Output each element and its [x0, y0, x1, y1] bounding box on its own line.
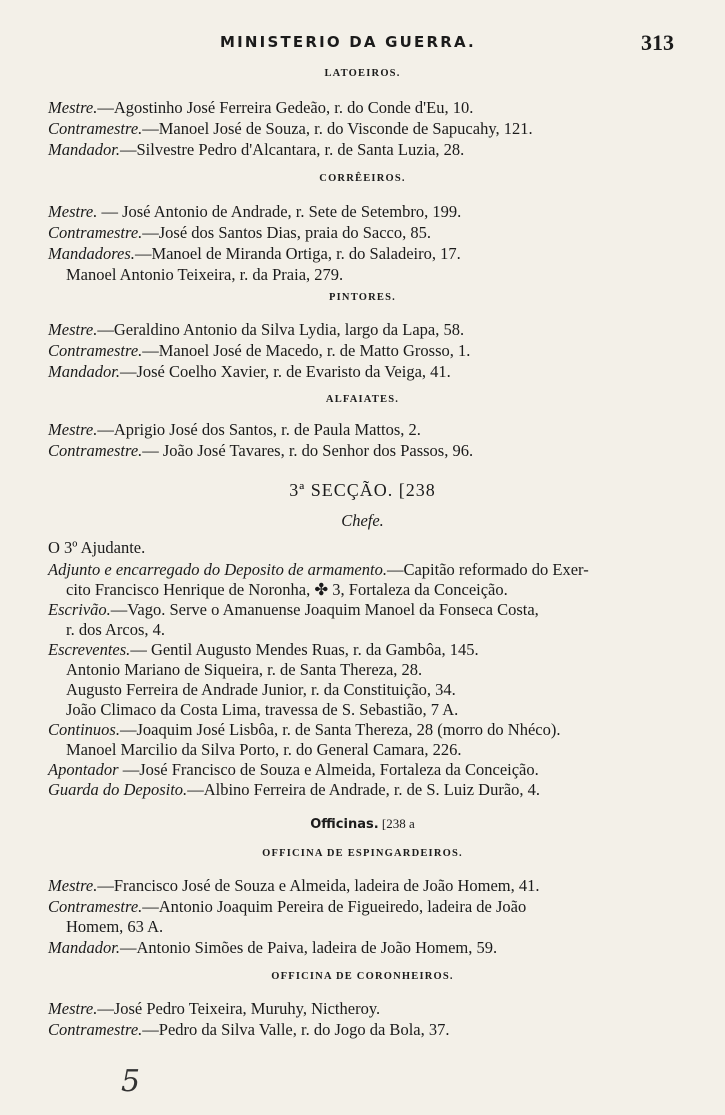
- entry-latoeiros-mandador: Mandador.—Silvestre Pedro d'Alcantara, r. de Santa Luzia, 28.: [48, 140, 465, 159]
- entry-adjunto-continuation: cito Francisco Henrique de Noronha, ✤ 3, Fortaleza da Conceição.: [66, 580, 508, 599]
- entry-escrevente: Antonio Mariano de Siqueira, r. de Santa Thereza, 28.: [66, 660, 423, 679]
- page-header: [0, 30, 725, 57]
- entry-espingardeiros-contramestre: Contramestre.—Antonio Joaquim Pereira de Figueiredo, ladeira de João: [48, 897, 527, 916]
- entry-coronheiros-contramestre: Contramestre.—Pedro da Silva Valle, r. do Jogo da Bola, 37.: [48, 1020, 450, 1039]
- entry-pintores-mandador: Mandador.—José Coelho Xavier, r. de Evaristo da Veiga, 41.: [48, 362, 451, 381]
- page-number: 313: [641, 30, 674, 55]
- entry-correeiros-mestre: Mestre. — José Antonio de Andrade, r. Sete de Setembro, 199.: [48, 202, 462, 221]
- entry-pintores-mestre: Mestre.—Geraldino Antonio da Silva Lydia, largo da Lapa, 58.: [48, 320, 465, 339]
- heading-latoeiros: LATOEIROS.: [324, 68, 401, 79]
- heading-espingardeiros: OFFICINA DE ESPINGARDEIROS.: [262, 848, 463, 859]
- section-heading: 3ª SECÇÃO. [238: [289, 480, 436, 500]
- entry-escrivao-continuation: r. dos Arcos, 4.: [66, 620, 165, 639]
- entry-continuo: Manoel Marcilio da Silva Porto, r. do General Camara, 226.: [66, 740, 462, 759]
- entry-correeiros-mandadores: Mandadores.—Manoel de Miranda Ortiga, r. do Saladeiro, 17.: [48, 244, 461, 263]
- handwritten-mark: 5: [121, 1064, 141, 1099]
- subheading-chefe: Chefe.: [341, 511, 384, 530]
- entry-pintores-contramestre: Contramestre.—Manoel José de Macedo, r. de Matto Grosso, 1.: [48, 341, 471, 360]
- entry-latoeiros-contramestre: Contramestre.—Manoel José de Souza, r. do Visconde de Sapucahy, 121.: [48, 119, 533, 138]
- running-title: MINISTERIO DA GUERRA.: [220, 33, 476, 51]
- entry-escrevente: João Climaco da Costa Lima, travessa de S. Sebastião, 7 A.: [66, 700, 459, 719]
- heading-pintores: PINTORES.: [329, 292, 396, 303]
- entry-guarda-deposito: Guarda do Deposito.—Albino Ferreira de Andrade, r. de S. Luiz Durão, 4.: [48, 780, 541, 799]
- entry-espingardeiros-contramestre-continuation: Homem, 63 A.: [66, 917, 164, 936]
- entry-adjunto: Adjunto e encarregado do Deposito de armamento.—Capitão reformado do Exer-: [48, 560, 589, 579]
- entry-continuos: Continuos.—Joaquim José Lisbôa, r. de Santa Thereza, 28 (morro do Nhéco).: [48, 720, 561, 739]
- entry-escrevente: Augusto Ferreira de Andrade Junior, r. da Constituição, 34.: [66, 680, 456, 699]
- entry-coronheiros-mestre: Mestre.—José Pedro Teixeira, Muruhy, Nictheroy.: [48, 999, 381, 1018]
- entry-alfaiates-contramestre: Contramestre.— João José Tavares, r. do Senhor dos Passos, 96.: [48, 441, 474, 460]
- entry-correeiros-continuation: Manoel Antonio Teixeira, r. da Praia, 279.: [66, 265, 344, 284]
- entry-ajudante: O 3º Ajudante.: [48, 538, 146, 557]
- entry-escreventes: Escreventes.— Gentil Augusto Mendes Ruas, r. da Gambôa, 145.: [48, 640, 479, 659]
- entry-correeiros-contramestre: Contramestre.—José dos Santos Dias, praia do Sacco, 85.: [48, 223, 431, 242]
- heading-correeiros: CORRÊEIROS.: [319, 173, 406, 184]
- heading-alfaiates: ALFAIATES.: [325, 394, 400, 405]
- entry-espingardeiros-mestre: Mestre.—Francisco José de Souza e Almeida, ladeira de João Homem, 41.: [48, 876, 540, 895]
- entry-apontador: Apontador —José Francisco de Souza e Almeida, Fortaleza da Conceição.: [48, 760, 539, 779]
- entry-alfaiates-mestre: Mestre.—Aprigio José dos Santos, r. de Paula Mattos, 2.: [48, 420, 421, 439]
- entry-latoeiros-mestre: Mestre.—Agostinho José Ferreira Gedeão, r. do Conde d'Eu, 10.: [48, 98, 474, 117]
- heading-coronheiros: OFFICINA DE CORONHEIROS.: [271, 971, 454, 982]
- officinas-heading: Officinas. [238 a: [310, 816, 415, 832]
- entry-espingardeiros-mandador: Mandador.—Antonio Simões de Paiva, ladeira de João Homem, 59.: [48, 938, 498, 957]
- entry-escrivao: Escrivão.—Vago. Serve o Amanuense Joaquim Manoel da Fonseca Costa,: [48, 600, 539, 619]
